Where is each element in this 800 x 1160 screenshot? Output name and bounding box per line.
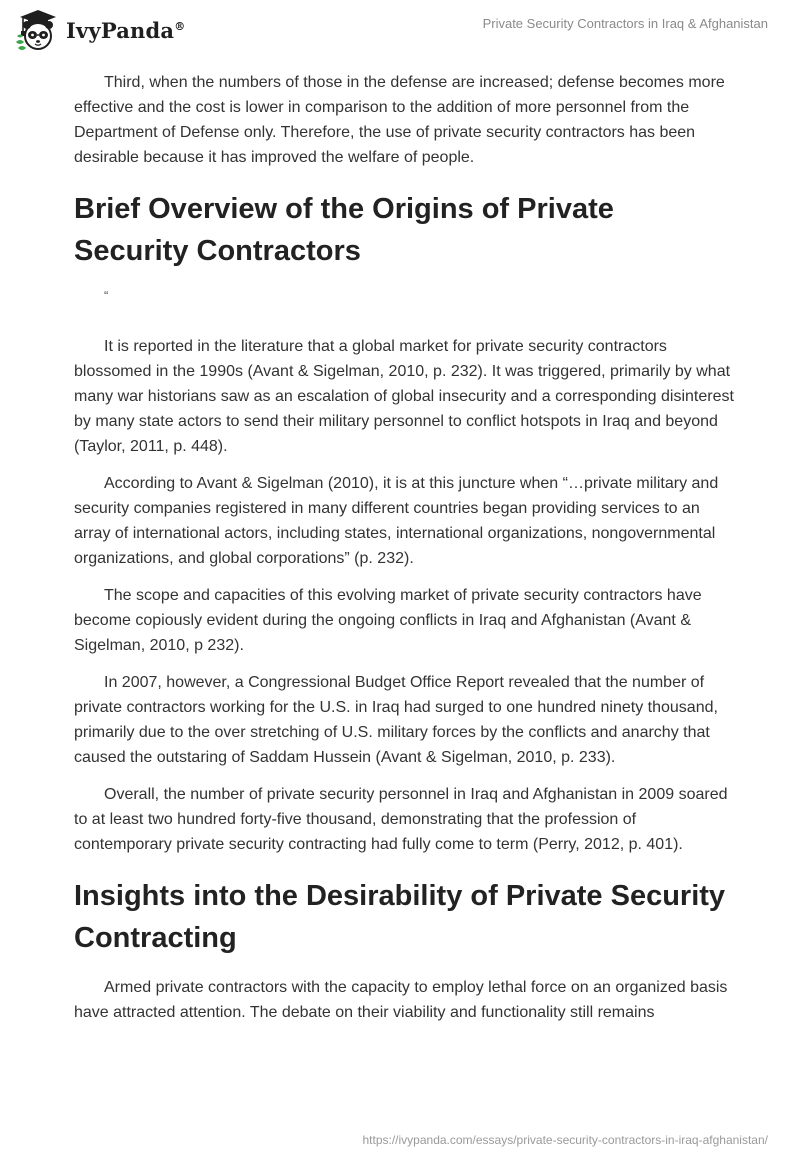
page-header: [0, 0, 800, 60]
section-heading-desirability: Insights into the Desirability of Private Security Contracting: [74, 880, 726, 954]
source-url-link[interactable]: https://ivypanda.com/essays/private-security-contractors-in-iraq-afghanistan/: [362, 1133, 768, 1147]
paragraph: Overall, the number of private security personnel in Iraq and Afghanistan in 2009 soared to at least two hundred forty-five thousand, demonstrating that the profession of contemporary private security contracting had fully come to term (Perry, 2012, p. 401).: [74, 786, 728, 853]
intro-paragraph: Third, when the numbers of those in the defense are increased; defense becomes more effective and the cost is lower in comparison to the addition of more personnel from the Department of Defense only. Therefore, the use of private security contractors has been desirable because it has improved the welfare of people.: [74, 74, 725, 166]
paragraph: It is reported in the literature that a global market for private security contractors blossomed in the 1990s (Avant & Sigelman, 2010, p. 232). It was triggered, primarily by what many war historians saw as an escalation of global insecurity and a corresponding disinterest by many state actors to send their military personnel to conflict hotspots in Iraq and beyond (Taylor, 2011, p. 448).: [74, 338, 734, 455]
paragraph: The scope and capacities of this evolving market of private security contractors have become copiously evident during the ongoing conflicts in Iraq and Afghanistan (Avant & Sigelman, 2010, p 232).: [74, 587, 702, 654]
section-heading-origins: Brief Overview of the Origins of Private Security Contractors: [74, 193, 614, 267]
paragraph: Armed private contractors with the capacity to employ lethal force on an organized basis have attracted attention. The debate on their viability and functionality still remains: [74, 979, 728, 1021]
paragraph: According to Avant & Sigelman (2010), it is at this juncture when “…private military and security companies registered in many different countries began providing services to an array of international actors, including states, international organizations, nongovernmental organizations, and global corporations” (p. 232).: [74, 475, 719, 567]
panda-graduate-icon: [14, 8, 62, 52]
ivypanda-logo[interactable]: [14, 8, 185, 52]
logo-wordmark: [66, 18, 185, 43]
quote-mark: “: [104, 288, 109, 303]
paragraph: In 2007, however, a Congressional Budget Office Report revealed that the number of private contractors working for the U.S. in Iraq had surged to one hundred ninety thousand, primarily due to the over stretching of U.S. military forces by the conflicts and anarchy that caused the outstaring of Saddam Hussein (Avant & Sigelman, 2010, p. 233).: [74, 674, 718, 766]
logo-registered-mark: ®: [174, 19, 186, 33]
logo-name: IvyPanda: [66, 17, 175, 43]
document-title: Private Security Contractors in Iraq & Afghanistan: [482, 16, 768, 31]
article-body: [74, 70, 734, 1037]
